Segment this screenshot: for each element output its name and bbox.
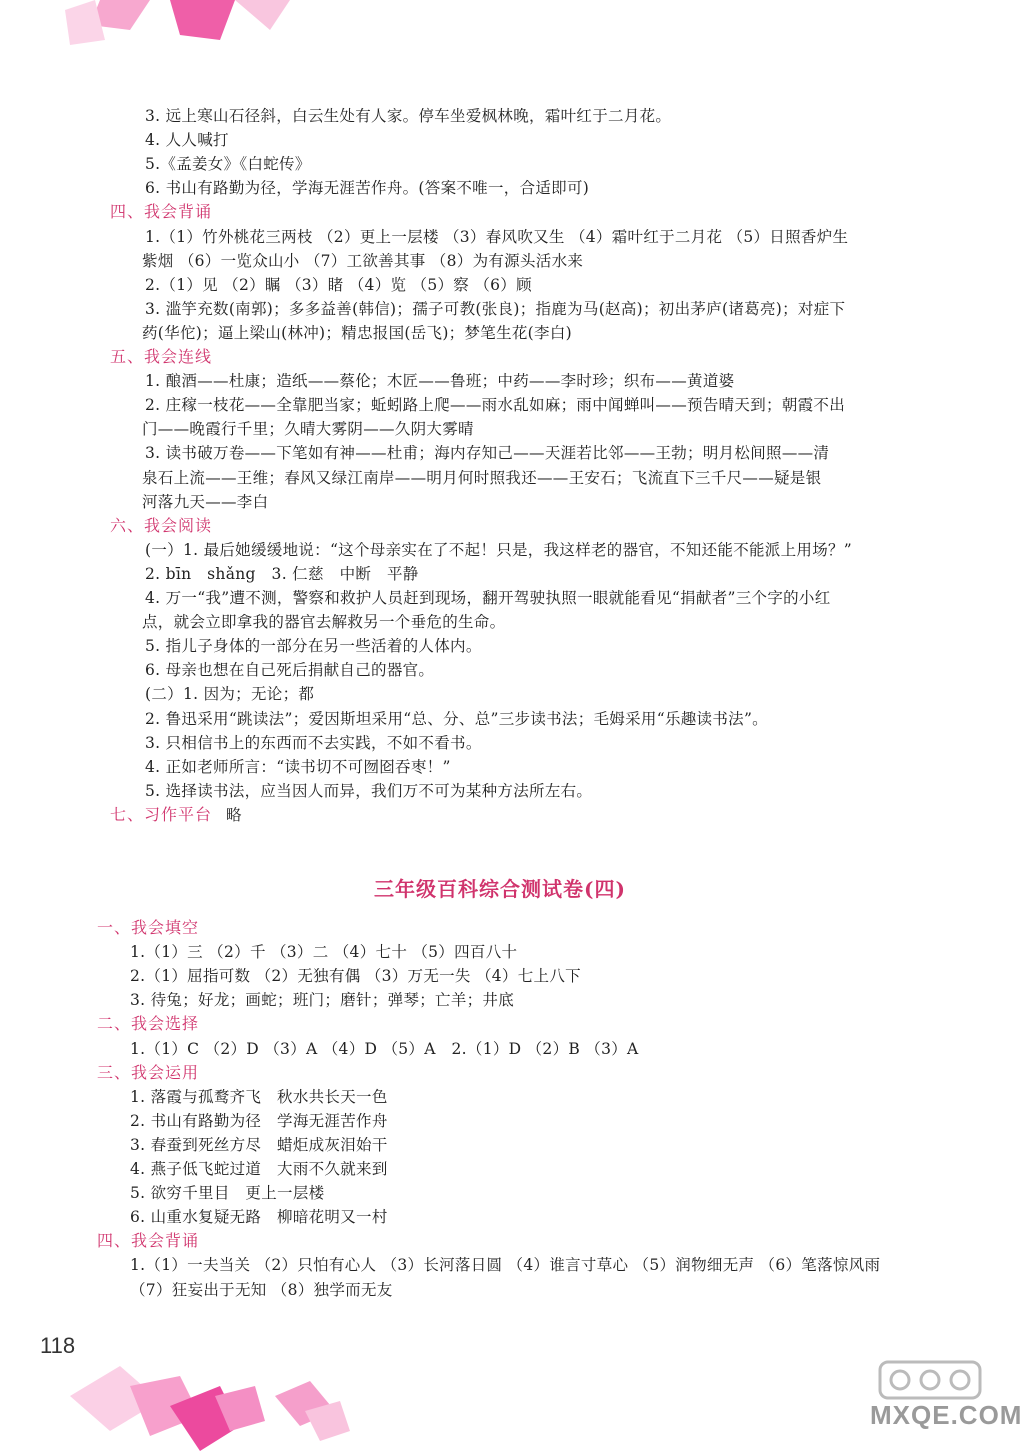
section-heading: 四、我会背诵 bbox=[97, 1231, 200, 1251]
answer-line-continued: 门——晚霞行千里；久晴大雾阴——久阴大雾晴 bbox=[142, 420, 474, 439]
page-number: 118 bbox=[40, 1333, 76, 1358]
answer-line: 2.（1）屈指可数 （2）无独有偶 （3）万无一失 （4）七上八下 bbox=[130, 967, 581, 986]
answer-line: (一）1. 最后她缓缓地说：“这个母亲实在了不起！只是，我这样老的器官，不知还能不能派上用场？” bbox=[145, 540, 853, 559]
answer-line: 3. 只相信书上的东西而不去实践，不如不看书。 bbox=[145, 733, 482, 752]
answer-line: 4. 万一“我”遭不测，警察和救护人员赶到现场，翻开驾驶执照一眼就能看见“捐献者”三个字的小红 bbox=[145, 589, 831, 607]
section-heading: 七、习作平台 bbox=[110, 804, 213, 824]
answer-line: 1.（1）C （2）D （3）A （4）D （5）A 2.（1）D （2）B （3）A bbox=[130, 1039, 639, 1058]
answer-line: 1. 酿酒——杜康；造纸——蔡伦；木匠——鲁班；中药——李时珍；织布——黄道婆 bbox=[145, 372, 735, 391]
answer-line: 2. 庄稼一枝花——全靠肥当家；蚯蚓路上爬——雨水乱如麻；雨中闻蝉叫——预告晴天到；朝霞不出 bbox=[145, 396, 846, 415]
answer-line: 5. 欲穷千里目 更上一层楼 bbox=[130, 1184, 325, 1203]
answer-line: 4. 正如老师所言：“读书切不可囫囵吞枣！” bbox=[145, 757, 451, 776]
answer-line: 2. bīn shǎng 3. 仁慈 中断 平静 bbox=[145, 564, 419, 583]
answer-line: 3. 滥竽充数(南郭)；多多益善(韩信)；孺子可教(张良)；指鹿为马(赵高)；初出茅庐(诸葛亮)；对症下 bbox=[145, 299, 846, 318]
answer-line: 4. 人人喊打 bbox=[145, 131, 229, 150]
answer-line-continued: 紫烟 （6）一览众山小 （7）工欲善其事 （8）为有源头活水来 bbox=[142, 251, 584, 270]
answer-line: 1.（1）一夫当关 （2）只怕有心人 （3）长河落日圆 （4）谁言寸草心 （5）润物细无声 （6）笔落惊风雨 bbox=[130, 1256, 881, 1275]
section-heading: 二、我会选择 bbox=[97, 1014, 200, 1034]
section-heading: 五、我会连线 bbox=[110, 347, 213, 366]
watermark-logo-icon bbox=[880, 1360, 990, 1400]
answer-line-continued: （7）狂妄出于无知 （8）独学而无友 bbox=[130, 1280, 393, 1299]
answer-line: 2.（1）见 （2）瞩 （3）睹 （4）览 （5）察 （6）顾 bbox=[145, 275, 532, 294]
answer-line-continued: 泉石上流——王维；春风又绿江南岸——明月何时照我还——王安石；飞流直下三千尺——疑是银 bbox=[142, 468, 822, 487]
answer-line: 6. 山重水复疑无路 柳暗花明又一村 bbox=[130, 1208, 388, 1227]
answer-line: 2. 书山有路勤为径 学海无涯苦作舟 bbox=[130, 1111, 388, 1130]
answer-line: 3. 春蚕到死丝方尽 蜡炬成灰泪始干 bbox=[130, 1135, 388, 1154]
answer-line: 6. 母亲也想在自己死后捐献自己的器官。 bbox=[145, 661, 435, 680]
bottom-decoration bbox=[40, 1356, 400, 1451]
answer-line-continued: 药(华佗)；逼上梁山(林冲)；精忠报国(岳飞)；梦笔生花(李白) bbox=[142, 323, 572, 342]
answer-line-continued: 河落九天——李白 bbox=[142, 492, 269, 511]
section-heading: 四、我会背诵 bbox=[110, 202, 213, 222]
section-answer: 略 bbox=[226, 805, 242, 824]
answer-line: 5. 指儿子身体的一部分在另一些活着的人体内。 bbox=[145, 637, 482, 656]
top-decoration bbox=[60, 0, 320, 60]
answer-line: 1. 落霞与孤鹜齐飞 秋水共长天一色 bbox=[130, 1087, 388, 1106]
answer-line: 3. 远上寒山石径斜，白云生处有人家。停车坐爱枫林晚，霜叶红于二月花。 bbox=[145, 107, 672, 125]
answer-line: 3. 待兔；好龙；画蛇；班门；磨针；弹琴；亡羊；井底 bbox=[130, 991, 515, 1010]
answer-line: 4. 燕子低飞蛇过道 大雨不久就来到 bbox=[130, 1160, 388, 1178]
answer-line-continued: 点，就会立即拿我的器官去解救另一个垂危的生命。 bbox=[142, 613, 506, 632]
watermark-text: MXQE.COM bbox=[870, 1400, 1022, 1430]
section-heading: 一、我会填空 bbox=[97, 918, 200, 937]
answer-line: 6. 书山有路勤为径，学海无涯苦作舟。(答案不唯一，合适即可) bbox=[145, 179, 590, 198]
section-heading: 六、我会阅读 bbox=[110, 515, 213, 535]
answer-line: 1.（1）竹外桃花三两枝 （2）更上一层楼 （3）春风吹又生 （4）霜叶红于二月花 （5）日照香炉生 bbox=[145, 227, 849, 246]
answer-line: 5.《孟姜女》《白蛇传》 bbox=[145, 155, 311, 174]
answer-line: 3. 读书破万卷——下笔如有神——杜甫；海内存知己——天涯若比邻——王勃；明月松间照——清 bbox=[145, 444, 830, 463]
answer-line: 2. 鲁迅采用“跳读法”；爱因斯坦采用“总、分、总”三步读书法；毛姆采用“乐趣读书法”。 bbox=[145, 709, 768, 728]
answer-line: (二）1. 因为；无论；都 bbox=[145, 685, 315, 704]
section-heading: 三、我会运用 bbox=[97, 1062, 200, 1082]
answer-line: 1.（1）三 （2）千 （3）二 （4）七十 （5）四百八十 bbox=[130, 943, 518, 962]
answer-line: 5. 选择读书法，应当因人而异，我们万不可为某种方法所左右。 bbox=[145, 781, 593, 800]
test-title: 三年级百科综合测试卷(四) bbox=[374, 877, 626, 901]
